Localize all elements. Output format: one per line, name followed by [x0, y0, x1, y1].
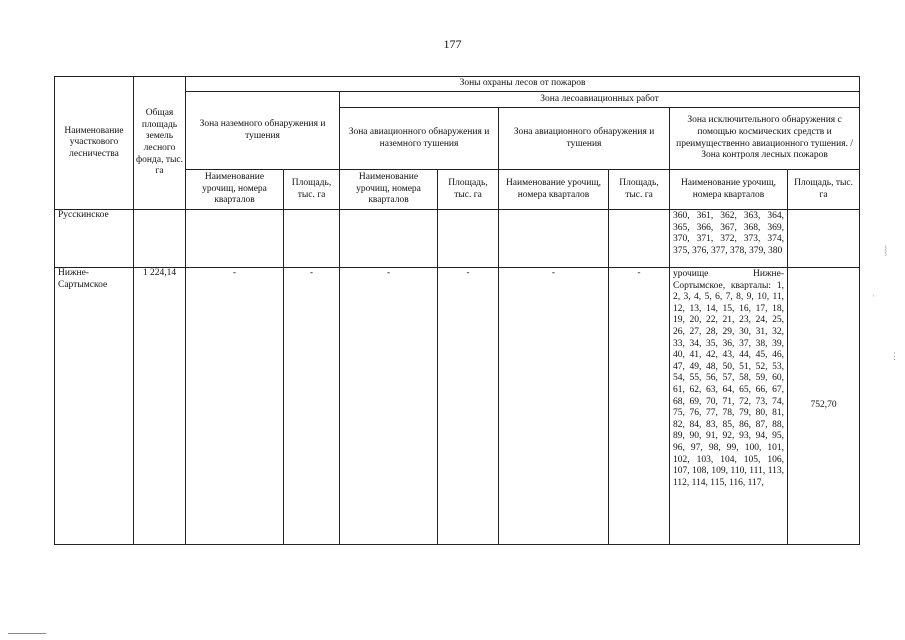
cell-aviation-ground-area: -	[438, 268, 499, 545]
scan-speckle-mark: ⸾	[884, 245, 888, 255]
header-aviation-detect-zone: Зона авиационного обнаружения и тушения	[499, 108, 670, 170]
header-ground-zone: Зона наземного обнаружения и тушения	[186, 92, 340, 170]
fire-zones-table	[54, 76, 860, 545]
page-number: 177	[443, 37, 462, 51]
header-aviation-zone: Зона лесоавиационных работ	[340, 92, 860, 108]
district-name: Русскинское	[55, 210, 134, 268]
subheader-area-aviation-ground: Площадь, тыс. га	[438, 170, 499, 210]
header-total-area: Общая площадь земель лесного фонда, тыс. га	[134, 77, 186, 210]
cell-ground-area: -	[284, 268, 340, 545]
header-aviation-ground-zone: Зона авиационного обнаружения и наземного тушения	[340, 108, 499, 170]
cell-space-area: 752,70	[788, 268, 860, 545]
cell-aviation-ground-name	[340, 210, 438, 268]
subheader-name-ground: Наименование урочищ, номера кварталов	[186, 170, 284, 210]
cell-ground-name	[186, 210, 284, 268]
cell-space-area	[788, 210, 860, 268]
subheader-area-aviation-detect: Площадь, тыс. га	[609, 170, 670, 210]
table-row	[55, 210, 860, 268]
district-total-area: 1 224,14	[134, 268, 186, 545]
subheader-name-space: Наименование урочищ, номера кварталов	[670, 170, 788, 210]
header-district-name: Наименование участкового лесничества	[55, 77, 134, 210]
cell-ground-name: -	[186, 268, 284, 545]
subheader-area-space: Площадь, тыс. га	[788, 170, 860, 210]
cell-aviation-detect-area: -	[609, 268, 670, 545]
cell-space-quarters: 360, 361, 362, 363, 364, 365, 366, 367, 368, 369, 370, 371, 372, 373, 374, 375, 376, 377, 378, 379, 380	[670, 210, 788, 268]
district-total-area	[134, 210, 186, 268]
cell-aviation-detect-area	[609, 210, 670, 268]
subheader-name-aviation-detect: Наименование урочищ, номера кварталов	[499, 170, 609, 210]
scan-footer-line	[8, 633, 46, 634]
header-space-zone: Зона исключительного обнаружения с помощью космических средств и преимущественно авиационного тушения. / Зона контроля лесных пожаров	[670, 108, 860, 170]
header-fire-zones: Зоны охраны лесов от пожаров	[186, 77, 860, 92]
cell-ground-area	[284, 210, 340, 268]
district-name: Нижне-Сартымское	[55, 268, 134, 545]
scan-speckle-mark: ·	[872, 291, 875, 301]
cell-aviation-ground-area	[438, 210, 499, 268]
cell-aviation-ground-name: -	[340, 268, 438, 545]
cell-aviation-detect-name	[499, 210, 609, 268]
subheader-area-ground: Площадь, тыс. га	[284, 170, 340, 210]
header-row-1	[55, 77, 860, 92]
scan-speckle-mark: ⋮	[890, 351, 899, 361]
table-row	[55, 268, 860, 545]
cell-space-quarters: урочище Нижне-Сортымское, кварталы: 1, 2, 3, 4, 5, 6, 7, 8, 9, 10, 11, 12, 13, 14, 15, 16, 17, 18, 19, 20, 22, 21, 23, 24, 25, 26, 27, 28, 29, 30, 31, 32, 33, 34, 35, 36, 37, 38, 39, 40, 41, 42, 43, 44, 45, 46, 47, 49, 48, 50, 51, 52, 53, 54, 55, 56, 57, 58, 59, 60, 61, 62, 63, 64, 65, 66, 67, 68, 69, 70, 71, 72, 73, 74, 75, 76, 77, 78, 79, 80, 81, 82, 84, 83, 85, 86, 87, 88, 89, 90, 91, 92, 93, 94, 95, 96, 97, 98, 99, 100, 101, 102, 103, 104, 105, 106, 107, 108, 109, 110, 111, 113, 112, 114, 115, 116, 117,	[670, 268, 788, 545]
subheader-name-aviation-ground: Наименование урочищ, номера кварталов	[340, 170, 438, 210]
cell-aviation-detect-name: -	[499, 268, 609, 545]
